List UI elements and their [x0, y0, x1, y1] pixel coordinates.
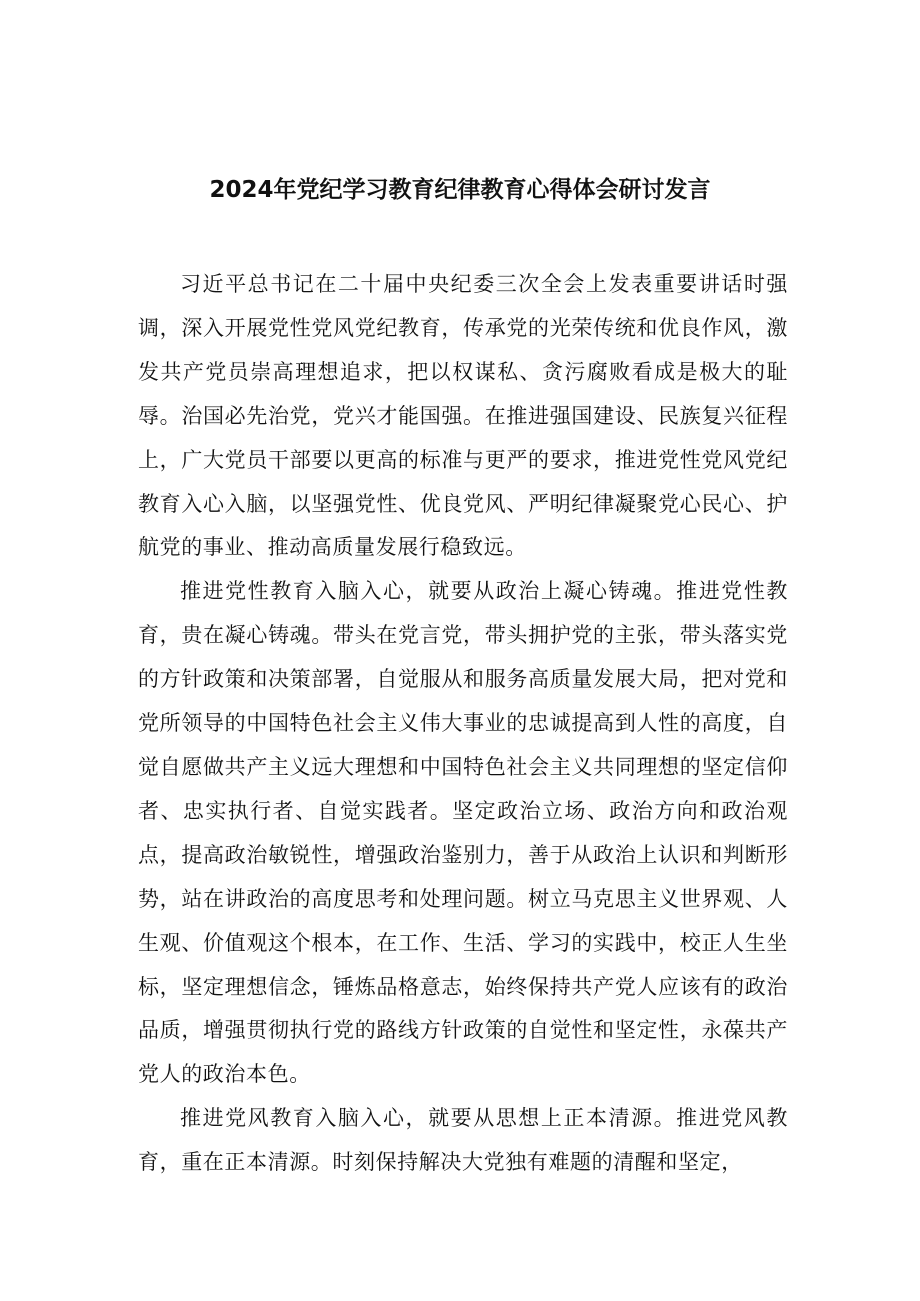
paragraph-party-style: 推进党风教育入脑入心，就要从思想上正本清源。推进党风教育，重在正本清源。时刻保持解决大党独有难题的清醒和坚定，	[138, 1106, 788, 1175]
document-title: 2024年党纪学习教育纪律教育心得体会研讨发言	[209, 177, 711, 203]
paragraph-party-spirit: 推进党性教育入脑入心，就要从政治上凝心铸魂。推进党性教育，贵在凝心铸魂。带头在党言党，带头拥护党的主张，带头落实党的方针政策和决策部署，自觉服从和服务高质量发展大局，把对党和党所领导的中国特色社会主义伟大事业的忠诚提高到人性的高度，自觉自愿做共产主义远大理想和中国特色社会主义共同理想的坚定信仰者、忠实执行者、自觉实践者。坚定政治立场、政治方向和政治观点，提高政治敏锐性，增强政治鉴别力，善于从政治上认识和判断形势，站在讲政治的高度思考和处理问题。树立马克思主义世界观、人生观、价值观这个根本，在工作、生活、学习的实践中，校正人生坐标，坚定理想信念，锤炼品格意志，始终保持共产党人应该有的政治品质，增强贯彻执行党的路线方针政策的自觉性和坚定性，永葆共产党人的政治本色。	[138, 579, 788, 1087]
document-body	[138, 263, 788, 1185]
paragraph-intro: 习近平总书记在二十届中央纪委三次全会上发表重要讲话时强调，深入开展党性党风党纪教育，传承党的光荣传统和优良作风，激发共产党员崇高理想追求，把以权谋私、贪污腐败看成是极大的耻辱。治国必先治党，党兴才能国强。在推进强国建设、民族复兴征程上，广大党员干部要以更高的标准与更严的要求，推进党性党风党纪教育入心入脑，以坚强党性、优良党风、严明纪律凝聚党心民心、护航党的事业、推动高质量发展行稳致远。	[138, 272, 788, 560]
